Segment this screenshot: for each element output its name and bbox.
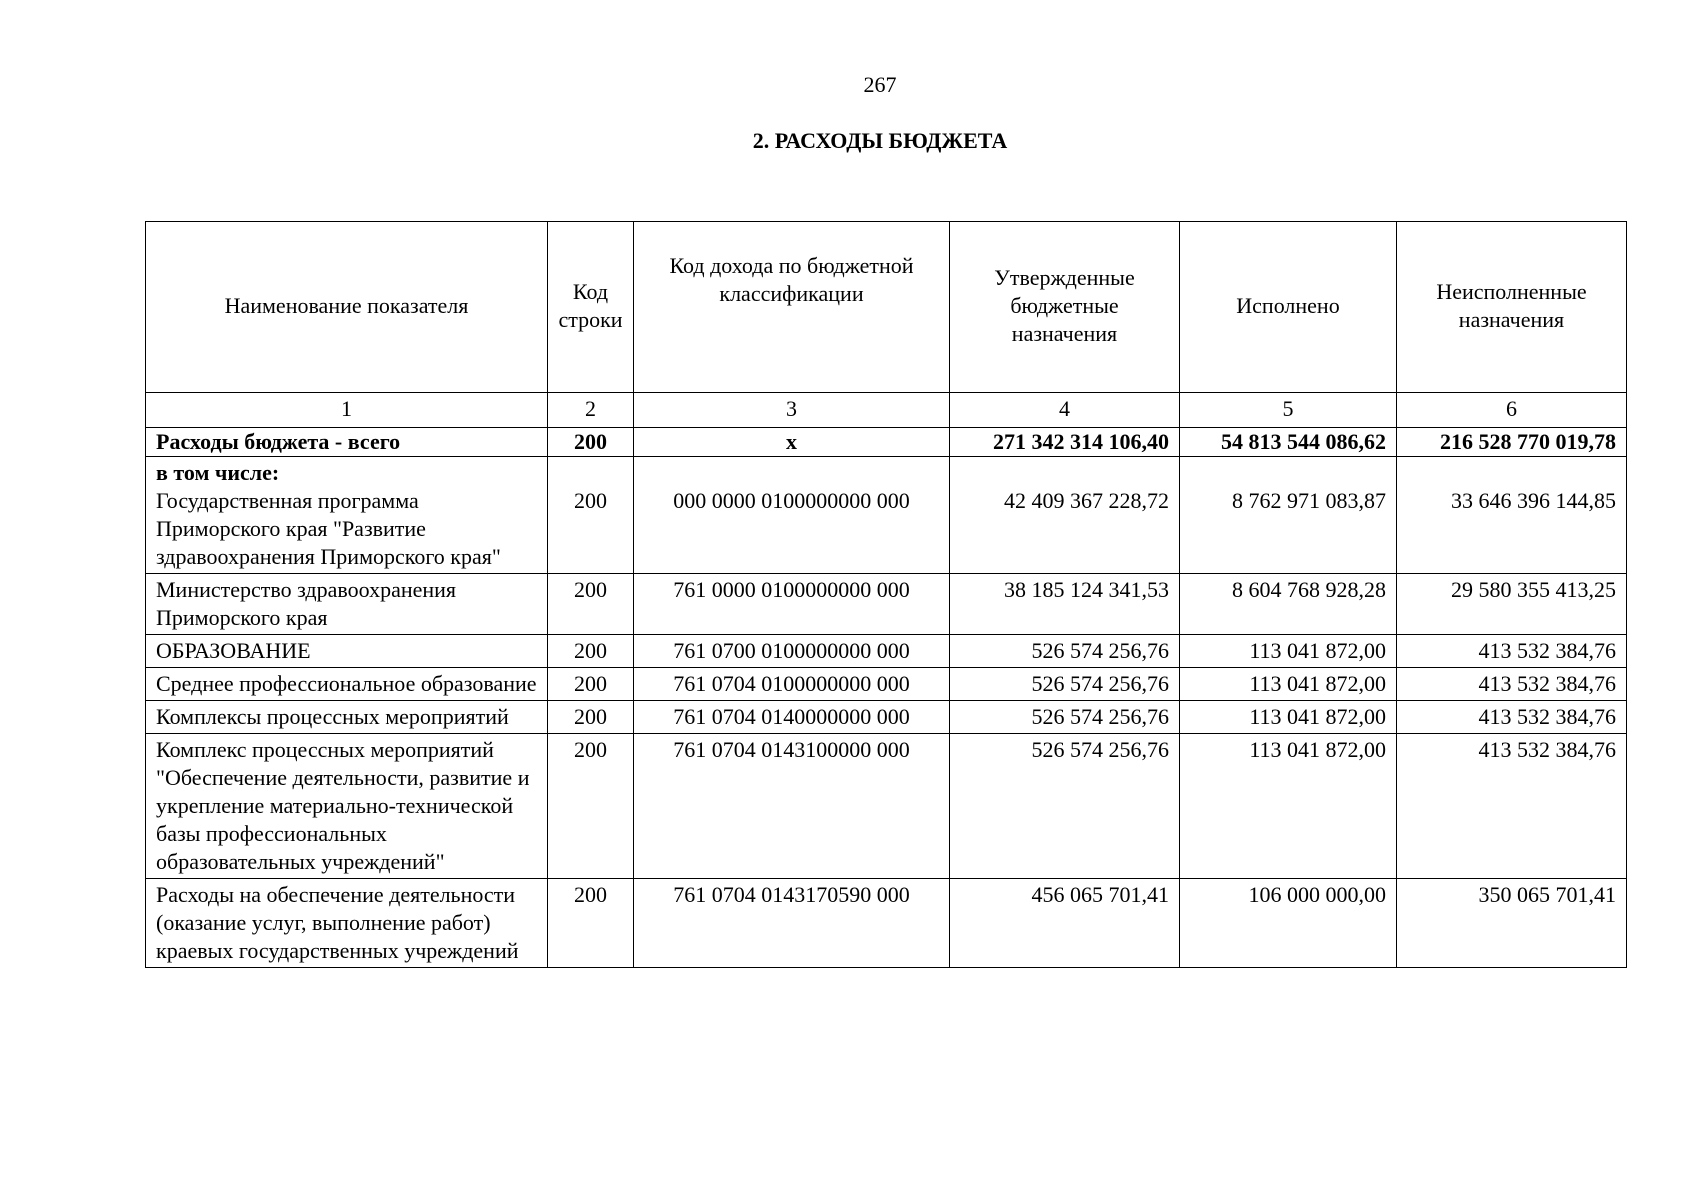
row-code: 200 xyxy=(548,457,634,574)
row-classification: 761 0704 0140000000 000 xyxy=(634,701,950,734)
header-classification-code: Код дохода по бюджетной классификации xyxy=(634,222,950,391)
row-name: Комплекс процессных мероприятий "Обеспечение деятельности, развитие и укрепление материально-технической базы профессиональных образовательных учреждений" xyxy=(146,734,548,879)
row-code: 200 xyxy=(548,879,634,968)
row-executed: 106 000 000,00 xyxy=(1180,879,1397,968)
including-label: в том числе: xyxy=(156,460,280,485)
header-row-code: Код строки xyxy=(548,222,634,391)
row-executed: 8 762 971 083,87 xyxy=(1180,457,1397,574)
row-classification: 761 0700 0100000000 000 xyxy=(634,635,950,668)
row-executed: 113 041 872,00 xyxy=(1180,635,1397,668)
row-unexecuted: 413 532 384,76 xyxy=(1397,635,1627,668)
row-name: Государственная программа Приморского края "Развитие здравоохранения Приморского края" xyxy=(156,488,501,569)
row-approved: 526 574 256,76 xyxy=(950,701,1180,734)
row-unexecuted: 29 580 355 413,25 xyxy=(1397,574,1627,635)
row-unexecuted: 413 532 384,76 xyxy=(1397,701,1627,734)
table-row xyxy=(146,574,1627,635)
row-name: Расходы на обеспечение деятельности (оказание услуг, выполнение работ) краевых государственных учреждений xyxy=(146,879,548,968)
total-name: Расходы бюджета - всего xyxy=(146,428,548,457)
page-number: 267 xyxy=(863,72,897,97)
column-number: 6 xyxy=(1397,393,1627,428)
row-name: Министерство здравоохранения Приморского края xyxy=(146,574,548,635)
column-number-row xyxy=(146,393,1627,428)
row-code: 200 xyxy=(548,668,634,701)
row-code: 200 xyxy=(548,574,634,635)
row-executed: 113 041 872,00 xyxy=(1180,734,1397,879)
total-classification: x xyxy=(634,428,950,457)
header-approved: Утвержденные бюджетные назначения xyxy=(950,222,1180,391)
row-unexecuted: 413 532 384,76 xyxy=(1397,734,1627,879)
row-classification: 761 0704 0143170590 000 xyxy=(634,879,950,968)
total-row-code: 200 xyxy=(548,428,634,457)
table-row xyxy=(146,879,1627,968)
row-executed: 113 041 872,00 xyxy=(1180,701,1397,734)
table-row xyxy=(146,457,1627,574)
row-approved: 42 409 367 228,72 xyxy=(950,457,1180,574)
total-unexecuted: 216 528 770 019,78 xyxy=(1397,428,1627,457)
row-approved: 526 574 256,76 xyxy=(950,668,1180,701)
row-code: 200 xyxy=(548,701,634,734)
column-number: 2 xyxy=(548,393,634,428)
header-indicator-name: Наименование показателя xyxy=(146,222,548,391)
row-code: 200 xyxy=(548,635,634,668)
row-executed: 113 041 872,00 xyxy=(1180,668,1397,701)
row-executed: 8 604 768 928,28 xyxy=(1180,574,1397,635)
row-classification: 761 0000 0100000000 000 xyxy=(634,574,950,635)
row-name: Комплексы процессных мероприятий xyxy=(146,701,548,734)
table-header-row xyxy=(146,222,1627,391)
total-executed: 54 813 544 086,62 xyxy=(1180,428,1397,457)
row-name: Среднее профессиональное образование xyxy=(146,668,548,701)
table-row xyxy=(146,701,1627,734)
row-classification: 761 0704 0100000000 000 xyxy=(634,668,950,701)
column-number: 3 xyxy=(634,393,950,428)
row-unexecuted: 33 646 396 144,85 xyxy=(1397,457,1627,574)
header-unexecuted: Неисполненные назначения xyxy=(1397,222,1627,391)
total-row xyxy=(146,428,1627,457)
table-row xyxy=(146,635,1627,668)
row-approved: 526 574 256,76 xyxy=(950,734,1180,879)
table-row xyxy=(146,734,1627,879)
row-code: 200 xyxy=(548,734,634,879)
row-classification: 761 0704 0143100000 000 xyxy=(634,734,950,879)
row-name: ОБРАЗОВАНИЕ xyxy=(146,635,548,668)
row-approved: 526 574 256,76 xyxy=(950,635,1180,668)
budget-expenses-table xyxy=(145,221,1627,968)
column-number: 5 xyxy=(1180,393,1397,428)
row-approved: 456 065 701,41 xyxy=(950,879,1180,968)
column-number: 1 xyxy=(146,393,548,428)
row-name-cell xyxy=(146,457,548,574)
total-approved: 271 342 314 106,40 xyxy=(950,428,1180,457)
row-classification: 000 0000 0100000000 000 xyxy=(634,457,950,574)
row-unexecuted: 413 532 384,76 xyxy=(1397,668,1627,701)
table-row xyxy=(146,668,1627,701)
row-approved: 38 185 124 341,53 xyxy=(950,574,1180,635)
row-unexecuted: 350 065 701,41 xyxy=(1397,879,1627,968)
column-number: 4 xyxy=(950,393,1180,428)
header-executed: Исполнено xyxy=(1180,222,1397,391)
section-title: 2. РАСХОДЫ БЮДЖЕТА xyxy=(752,128,1008,153)
